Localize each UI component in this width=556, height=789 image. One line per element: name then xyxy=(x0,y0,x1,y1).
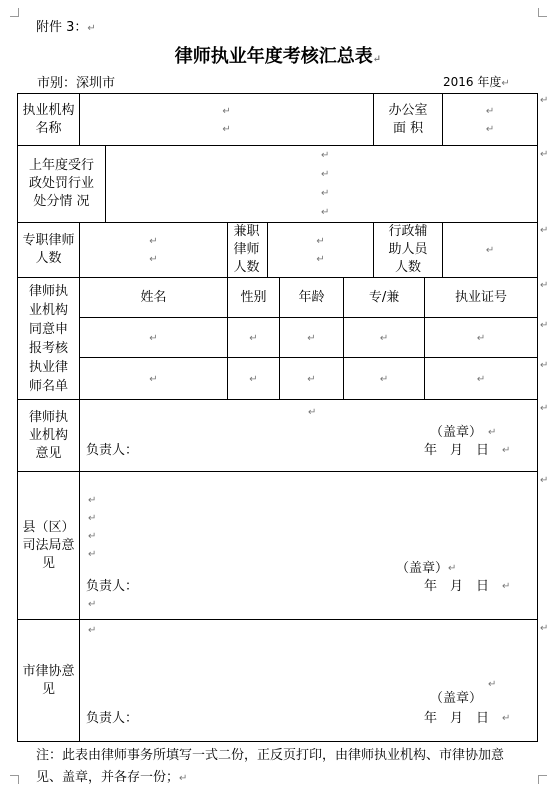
lawyer-license-cell[interactable]: ↵ xyxy=(425,318,538,358)
institution-date: 年 月 日 xyxy=(424,443,490,458)
association-stamp: （盖章） xyxy=(430,691,483,706)
label-office-area xyxy=(374,94,443,146)
year-label: 2016 年度↵ xyxy=(443,75,510,89)
label-institution-opinion xyxy=(18,400,80,472)
lawyer-type-cell[interactable]: ↵ xyxy=(344,318,425,358)
label-full-time-text: 专职律师人数 xyxy=(22,233,75,266)
crop-mark-top-left xyxy=(10,8,19,17)
col-header-gender xyxy=(228,278,280,318)
label-admin-staff xyxy=(374,223,443,278)
row-county-opinion xyxy=(18,472,538,620)
penalty-field[interactable]: ↵ ↵ ↵ ↵ xyxy=(106,146,538,223)
row-end-mark: ↵ xyxy=(540,403,549,414)
attachment-text: 附件 3： xyxy=(36,20,88,35)
row-institution xyxy=(18,94,538,146)
table-row xyxy=(18,318,538,358)
row-end-mark: ↵ xyxy=(540,475,549,486)
row-penalty xyxy=(18,146,538,223)
row-lawyer-list-header xyxy=(18,278,538,318)
lawyer-name-cell[interactable]: ↵ xyxy=(80,358,228,400)
county-opinion-field[interactable]: ↵ ↵ ↵ ↵ （盖章） ↵ 负责人： 年 月 日 ↵ ↵ xyxy=(80,472,538,620)
label-full-time xyxy=(18,223,80,278)
label-lawyer-list-text: 律师执业机构同意申报考核执业律师名单 xyxy=(28,283,68,394)
lawyer-type-cell[interactable]: ↵ xyxy=(344,358,425,400)
association-responsible: 负责人： xyxy=(86,711,139,726)
label-penalty-text: 上年度受行政处罚行业处分情 况 xyxy=(28,158,94,209)
col-header-age xyxy=(280,278,344,318)
row-end-mark: ↵ xyxy=(540,95,549,106)
label-admin-staff-text: 行政辅助人员人数 xyxy=(388,224,428,275)
label-institution-text: 执业机构名称 xyxy=(22,102,75,136)
county-date: 年 月 日 xyxy=(424,579,490,594)
label-association-opinion-text: 市律协意 见 xyxy=(22,663,75,697)
county-opinion-text: 县（区）司法局意 见 xyxy=(22,519,75,571)
label-county-opinion xyxy=(18,472,80,620)
part-time-field[interactable]: ↵ ↵ xyxy=(268,223,374,278)
institution-stamp: （盖章） xyxy=(430,425,483,440)
row-end-mark: ↵ xyxy=(540,149,549,160)
col-header-gender-text: 性别 xyxy=(240,289,267,305)
row-end-mark: ↵ xyxy=(540,280,549,291)
city-label: 市别：深圳市 xyxy=(37,76,116,91)
association-opinion-field[interactable]: ↵ （盖章） ↵ 负责人： 年 月 日 ↵ xyxy=(80,620,538,742)
label-association-opinion xyxy=(18,620,80,742)
col-header-type-text: 专/兼 xyxy=(368,289,400,305)
col-header-type xyxy=(344,278,425,318)
lawyer-age-cell[interactable]: ↵ xyxy=(280,358,344,400)
association-date: 年 月 日 xyxy=(424,711,490,726)
label-institution xyxy=(18,94,80,146)
table-row xyxy=(18,358,538,400)
label-part-time-text: 兼职律师人数 xyxy=(233,224,260,275)
office-area-field[interactable]: ↵ ↵ xyxy=(443,94,538,146)
lawyer-age-cell[interactable]: ↵ xyxy=(280,318,344,358)
col-header-age-text: 年龄 xyxy=(298,289,325,305)
label-lawyer-list xyxy=(18,278,80,400)
year-text: 2016 年度 xyxy=(443,75,502,89)
col-header-name-text: 姓名 xyxy=(140,289,167,305)
footnote: 注：此表由律师事务所填写一式二份，正反页打印，由律师执业机构、市律协加意见、盖章，并各存一份；↵ xyxy=(36,748,505,785)
attachment-label: 附件 3：↵ xyxy=(36,20,96,35)
crop-mark-bottom-right xyxy=(538,775,547,784)
row-end-mark: ↵ xyxy=(540,623,549,634)
crop-mark-top-right xyxy=(538,8,547,17)
row-staff-counts xyxy=(18,223,538,278)
lawyer-license-cell[interactable]: ↵ xyxy=(425,358,538,400)
row-institution-opinion xyxy=(18,400,538,472)
col-header-license-text: 执业证号 xyxy=(455,289,508,305)
full-time-field[interactable]: ↵ ↵ xyxy=(80,223,228,278)
row-end-mark: ↵ xyxy=(540,225,549,236)
lawyer-gender-cell[interactable]: ↵ xyxy=(228,318,280,358)
institution-opinion-field[interactable]: ↵ （盖章） ↵ 负责人： 年 月 日 ↵ xyxy=(80,400,538,472)
lawyer-name-cell[interactable]: ↵ xyxy=(80,318,228,358)
label-penalty xyxy=(18,146,106,223)
row-end-mark: ↵ xyxy=(540,320,549,331)
crop-mark-bottom-left xyxy=(10,775,19,784)
label-part-time xyxy=(228,223,268,278)
lawyer-gender-cell[interactable]: ↵ xyxy=(228,358,280,400)
col-header-name xyxy=(80,278,228,318)
county-responsible: 负责人： xyxy=(86,579,139,594)
row-association-opinion xyxy=(18,620,538,742)
institution-responsible: 负责人： xyxy=(86,443,139,458)
form-title-text: 律师执业年度考核汇总表 xyxy=(174,46,373,67)
institution-name-field[interactable]: ↵ ↵ xyxy=(80,94,374,146)
county-stamp: （盖章） xyxy=(396,561,449,576)
row-end-mark: ↵ xyxy=(540,360,549,371)
admin-staff-field[interactable]: ↵ xyxy=(443,223,538,278)
label-institution-opinion-text: 律师执业机构意见 xyxy=(28,409,68,461)
summary-table xyxy=(17,93,538,742)
footnote-text: 注：此表由律师事务所填写一式二份，正反页打印，由律师执业机构、市律协加意见、盖章，并各存一份； xyxy=(36,748,505,785)
label-county-opinion-text xyxy=(21,519,77,573)
label-office-area-text: 办公室面 积 xyxy=(388,102,428,136)
col-header-license xyxy=(425,278,538,318)
form-title: 律师执业年度考核汇总表↵ xyxy=(174,46,382,67)
